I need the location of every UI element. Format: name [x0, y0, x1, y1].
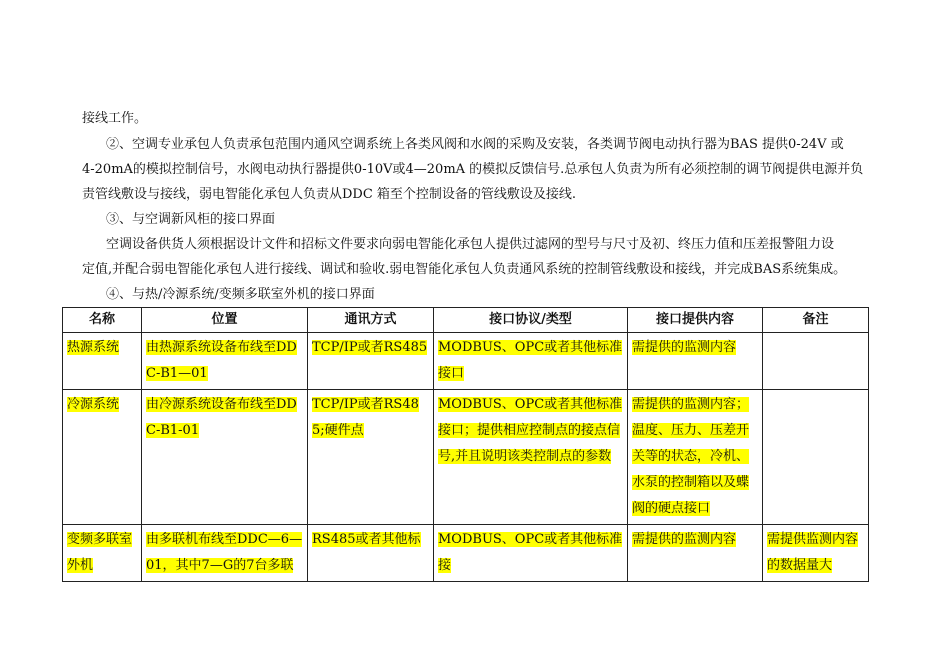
table-header-row [63, 308, 869, 333]
cell-comm [308, 390, 434, 525]
header-protocol: 接口协议/类型 [434, 308, 628, 333]
cell-content [628, 333, 763, 390]
paragraph-line: 责管线敷设与接线，弱电智能化承包人负责从DDC 箱至个控制设备的管线敷设及接线. [82, 187, 577, 202]
cell-text: TCP/IP或者RS485 [312, 340, 428, 355]
cell-text: MODBUS、OPC或者其他标准接口 [438, 340, 623, 381]
cell-text: 由多联机布线至DDC—6—01，其中7—G的7台多联 [146, 532, 303, 573]
cell-name [63, 333, 142, 390]
cell-location [142, 525, 308, 582]
cell-content [628, 390, 763, 525]
cell-remark [763, 333, 869, 390]
cell-text: TCP/IP或者RS485;硬件点 [312, 397, 419, 438]
table-row [63, 333, 869, 390]
cell-text: 热源系统 [67, 340, 120, 355]
paragraph-line: 定值,并配合弱电智能化承包人进行接线、调试和验收.弱电智能化承包人负责通风系统的控制管线敷设和接线，并完成BAS系统集成。 [82, 262, 847, 277]
cell-remark [763, 390, 869, 525]
header-remark: 备注 [763, 308, 869, 333]
paragraph-line: 4-20mA的模拟控制信号，水阀电动执行器提供0-10V或4—20mA 的模拟反馈信号.总承包人负责为所有必须控制的调节阀提供电源并负 [82, 162, 864, 177]
cell-text: MODBUS、OPC或者其他标准接 [438, 532, 623, 573]
paragraph-line: 空调设备供货人须根据设计文件和招标文件要求向弱电智能化承包人提供过滤网的型号与尺寸及初、终压力值和压差报警阻力设 [106, 237, 835, 252]
table-row [63, 525, 869, 582]
cell-text: 需提供的监测内容 [632, 532, 737, 547]
cell-location [142, 333, 308, 390]
cell-location [142, 390, 308, 525]
section-heading: ④、与热/冷源系统/变频多联室外机的接口界面 [106, 287, 375, 302]
cell-text: MODBUS、OPC或者其他标准接口；提供相应控制点的接点信号,并且说明该类控制点的参数 [438, 397, 623, 464]
header-location: 位置 [142, 308, 308, 333]
cell-text: RS485或者其他标 [312, 532, 421, 547]
section-heading: ③、与空调新风柜的接口界面 [106, 212, 276, 227]
header-comm: 通讯方式 [308, 308, 434, 333]
paragraph-line: ②、空调专业承包人负责承包范围内通风空调系统上各类风阀和水阀的采购及安装，各类调节阀电动执行器为BAS 提供0-24V 或 [106, 137, 844, 152]
cell-text: 需提供的监测内容 [632, 340, 737, 355]
cell-protocol [434, 390, 628, 525]
paragraph-line: 接线工作。 [82, 111, 148, 126]
cell-text: 由热源系统设备布线至DDC-B1—01 [146, 340, 297, 381]
interface-table [62, 307, 869, 582]
cell-remark [763, 525, 869, 582]
cell-protocol [434, 525, 628, 582]
cell-text: 由冷源系统设备布线至DDC-B1-01 [146, 397, 297, 438]
table-row [63, 390, 869, 525]
cell-name [63, 525, 142, 582]
cell-content [628, 525, 763, 582]
header-name: 名称 [63, 308, 142, 333]
cell-text: 变频多联室外机 [67, 532, 133, 573]
cell-text: 冷源系统 [67, 397, 120, 412]
header-content: 接口提供内容 [628, 308, 763, 333]
cell-name [63, 390, 142, 525]
cell-comm [308, 333, 434, 390]
cell-text: 需提供监测内容的数据量大 [767, 532, 859, 573]
cell-text: 需提供的监测内容；温度、压力、压差开关等的状态，冷机、水泵的控制箱以及蝶阀的硬点接口 [632, 397, 750, 516]
cell-protocol [434, 333, 628, 390]
cell-comm [308, 525, 434, 582]
